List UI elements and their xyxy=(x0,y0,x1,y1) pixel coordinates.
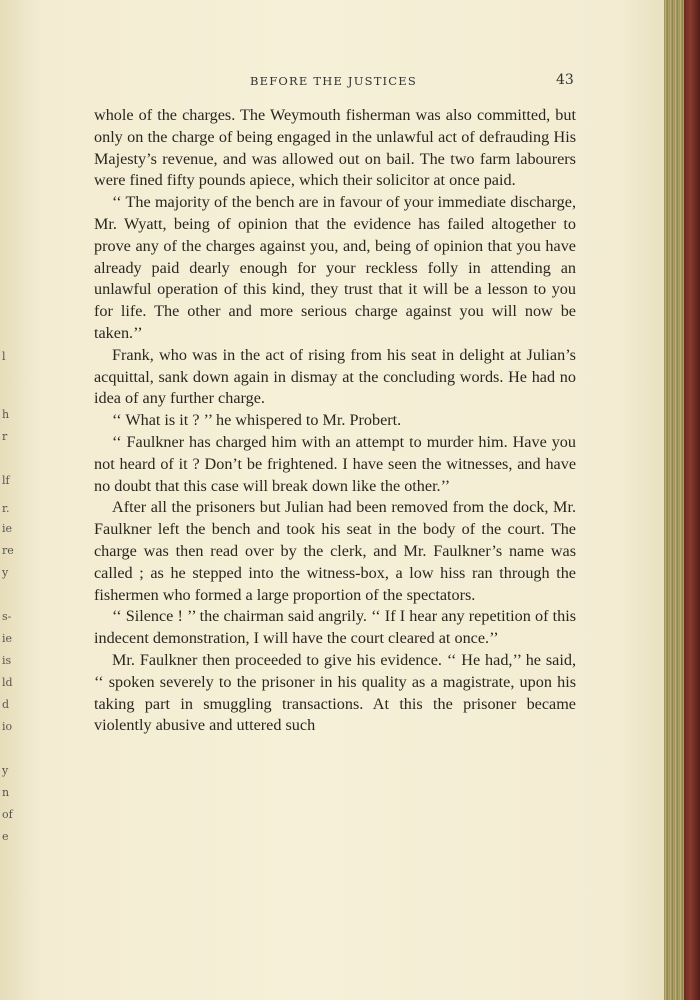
margin-fragment: h xyxy=(2,408,10,421)
margin-fragment: ie xyxy=(2,632,13,645)
running-head: BEFORE THE JUSTICES xyxy=(250,74,417,88)
margin-fragment: n xyxy=(2,786,10,799)
facing-page-margin xyxy=(0,340,14,860)
margin-fragment: ld xyxy=(2,676,13,689)
paragraph: ‘‘ The majority of the bench are in favour of your immediate discharge, Mr. Wyatt, being of opinion that the evidence has failed altogether to prove any of the charges against you, and, being of opinion that you have already paid dearly enough for your reckless folly in attending an unlawful operation of this kind, they trust that it will be a lesson to you for life. The other and more serious charge against you will now be taken.’’ xyxy=(94,193,576,342)
margin-fragment: io xyxy=(2,720,13,733)
margin-fragment: ie xyxy=(2,522,13,535)
margin-fragment: lf xyxy=(2,474,10,487)
margin-fragment: e xyxy=(2,830,9,843)
margin-fragment: r. xyxy=(2,502,10,515)
paragraph: ‘‘ Faulkner has charged him with an attempt to murder him. Have you not heard of it ? Don’t be frightened. I have seen the witnesses, and have no doubt that this case will break down like the other.’’ xyxy=(94,432,576,495)
margin-fragment: r xyxy=(2,430,8,443)
book-edge xyxy=(664,0,700,1000)
margin-fragment: is xyxy=(2,654,12,667)
margin-fragment: y xyxy=(2,566,9,579)
margin-fragment: of xyxy=(2,808,13,821)
body-text xyxy=(94,105,576,737)
paragraph: ‘‘ What is it ? ’’ he whispered to Mr. Probert. xyxy=(112,411,402,430)
paragraph: Mr. Faulkner then proceeded to give his evidence. ‘‘ He had,’’ he said, ‘‘ spoken severely to the prisoner in his quality as a magistrate, upon his taking part in smuggling transactions. At this the prisoner became violently abusive and uttered such xyxy=(94,650,576,735)
paragraph: Frank, who was in the act of rising from his seat in delight at Julian’s acquittal, sank down again in dismay at the concluding words. He had no idea of any further charge. xyxy=(94,345,576,408)
margin-fragment: d xyxy=(2,698,10,711)
paragraph: ‘‘ Silence ! ’’ the chairman said angrily. ‘‘ If I hear any repetition of this indecent demonstration, I will have the court cleared at once.’’ xyxy=(94,607,576,648)
margin-fragment: y xyxy=(2,764,9,777)
margin-fragment: s- xyxy=(2,610,12,623)
margin-fragment: l xyxy=(2,350,6,363)
paragraph: After all the prisoners but Julian had been removed from the dock, Mr. Faulkner left the bench and took his seat in the body of the court. The charge was then read over by the clerk, and Mr. Faulkner’s name was called ; as he stepped into the witness-box, a low hiss ran through the fishermen who formed a large proportion of the spectators. xyxy=(94,498,576,604)
page-number: 43 xyxy=(556,72,574,88)
paragraph: whole of the charges. The Weymouth fisherman was also committed, but only on the charge of being engaged in the unlawful act of defrauding His Majesty’s revenue, and was allowed out on bail. The two farm labourers were fined fifty pounds apiece, which their solicitor at once paid. xyxy=(94,106,576,190)
margin-fragment: re xyxy=(2,544,14,557)
